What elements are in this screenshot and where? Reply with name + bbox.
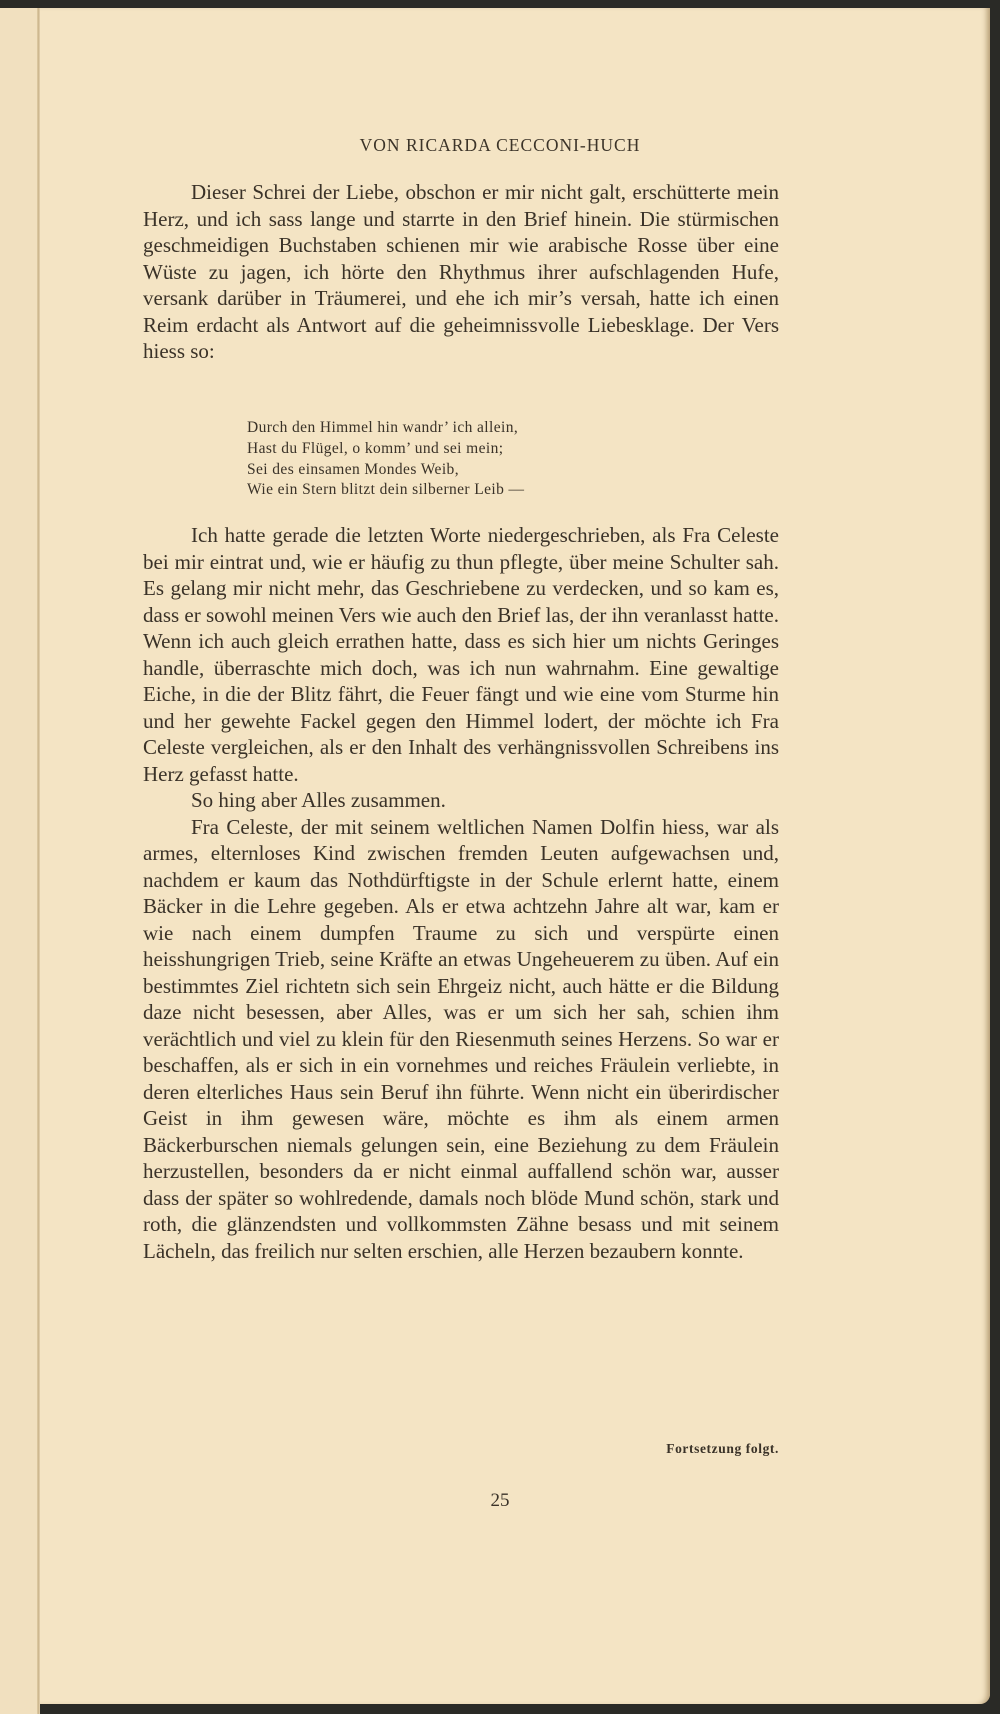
page-number: 25: [490, 1490, 510, 1511]
body-text-main: [143, 522, 779, 1264]
verse-line: Wie ein Stern blitzt dein silberner Leib —: [247, 481, 525, 499]
verse-line: Durch den Himmel hin wandr’ ich allein,: [247, 419, 519, 436]
paragraph: So hing aber Alles zusammen.: [191, 788, 446, 812]
verse-line: Sei des einsamen Mondes Weib,: [247, 460, 459, 478]
paragraph: Dieser Schrei der Liebe, obschon er mir nicht galt, erschütterte mein Herz, und ich sass lange und starrte in den Brief hinein. Die stürmischen geschmeidigen Buchstaben schienen mir wie arabische Rosse über eine Wüste zu jagen, ich hörte den Rhythmus ihrer aufschlagenden Hufe, versank darüber in Träumerei, und ehe ich mir’s versah, hatte ich einen Reim erdacht als Antwort auf die geheimnissvolle Liebesklage. Der Vers hiess so:: [143, 180, 779, 363]
body-text-top: [143, 179, 779, 365]
verse-line: Hast du Flügel, o komm’ und sei mein;: [247, 439, 504, 457]
paragraph: Ich hatte gerade die letzten Worte niedergeschrieben, als Fra Celeste bei mir eintrat und, wie er häufig zu thun pflegte, über meine Schulter sah. Es gelang mir nicht mehr, das Geschriebene zu verdecken, und so kam es, dass er sowohl meinen Vers wie auch den Brief las, der ihn veranlasst hatte. Wenn ich auch gleich errathen hatte, dass es sich hier um nichts Geringes handle, überraschte mich doch, was ich nun wahrnahm. Eine gewaltige Eiche, in die der Blitz fährt, die Feuer fängt und wie eine vom Sturme hin und her gewehte Fackel gegen den Himmel lodert, der möchte ich Fra Celeste vergleichen, als er den Inhalt des verhängnissvollen Schreibens ins Herz gefasst hatte.: [143, 523, 779, 786]
continuation-note: Fortsetzung folgt.: [666, 1441, 779, 1456]
running-header: VON RICARDA CECCONI-HUCH: [359, 135, 641, 155]
page-gutter: [37, 8, 40, 1714]
paragraph: Fra Celeste, der mit seinem weltlichen Namen Dolfin hiess, war als armes, elternloses Kind zwischen fremden Leuten aufgewachsen und, nachdem er kaum das Nothdürftigste in der Schule erlernt hatte, einem Bäcker in die Lehre gegeben. Als er etwa achtzehn Jahre alt war, kam er wie nach einem dumpfen Traume zu sich und verspürte einen heisshungrigen Trieb, seine Kräfte an etwas Ungeheuerem zu üben. Auf ein bestimmtes Ziel richtetn sich sein Ehrgeiz nicht, auch hätte er die Bildung daze nicht besessen, aber Alles, was er um sich her sah, schien ihm verächtlich und viel zu klein für den Riesenmuth seines Herzens. So war er beschaffen, als er sich in ein vornehmes und reiches Fräulein verliebte, in deren elterliches Haus sein Beruf ihn führte. Wenn nicht ein überirdischer Geist in ihm gewesen wäre, möchte es ihm als einem armen Bäckerburschen niemals gelungen sein, eine Beziehung zu dem Fräulein herzustellen, besonders da er nicht einmal auffallend schön war, ausser dass der später so wohlredende, damals noch blöde Mund schön, stark und roth, die glänzendsten und vollkommsten Zähne besass und mit seinem Lächeln, das freilich nur selten erschien, alle Herzen bezaubern konnte.: [143, 814, 779, 1263]
facing-page-edge: [0, 8, 37, 1714]
verse-block: [247, 418, 524, 501]
